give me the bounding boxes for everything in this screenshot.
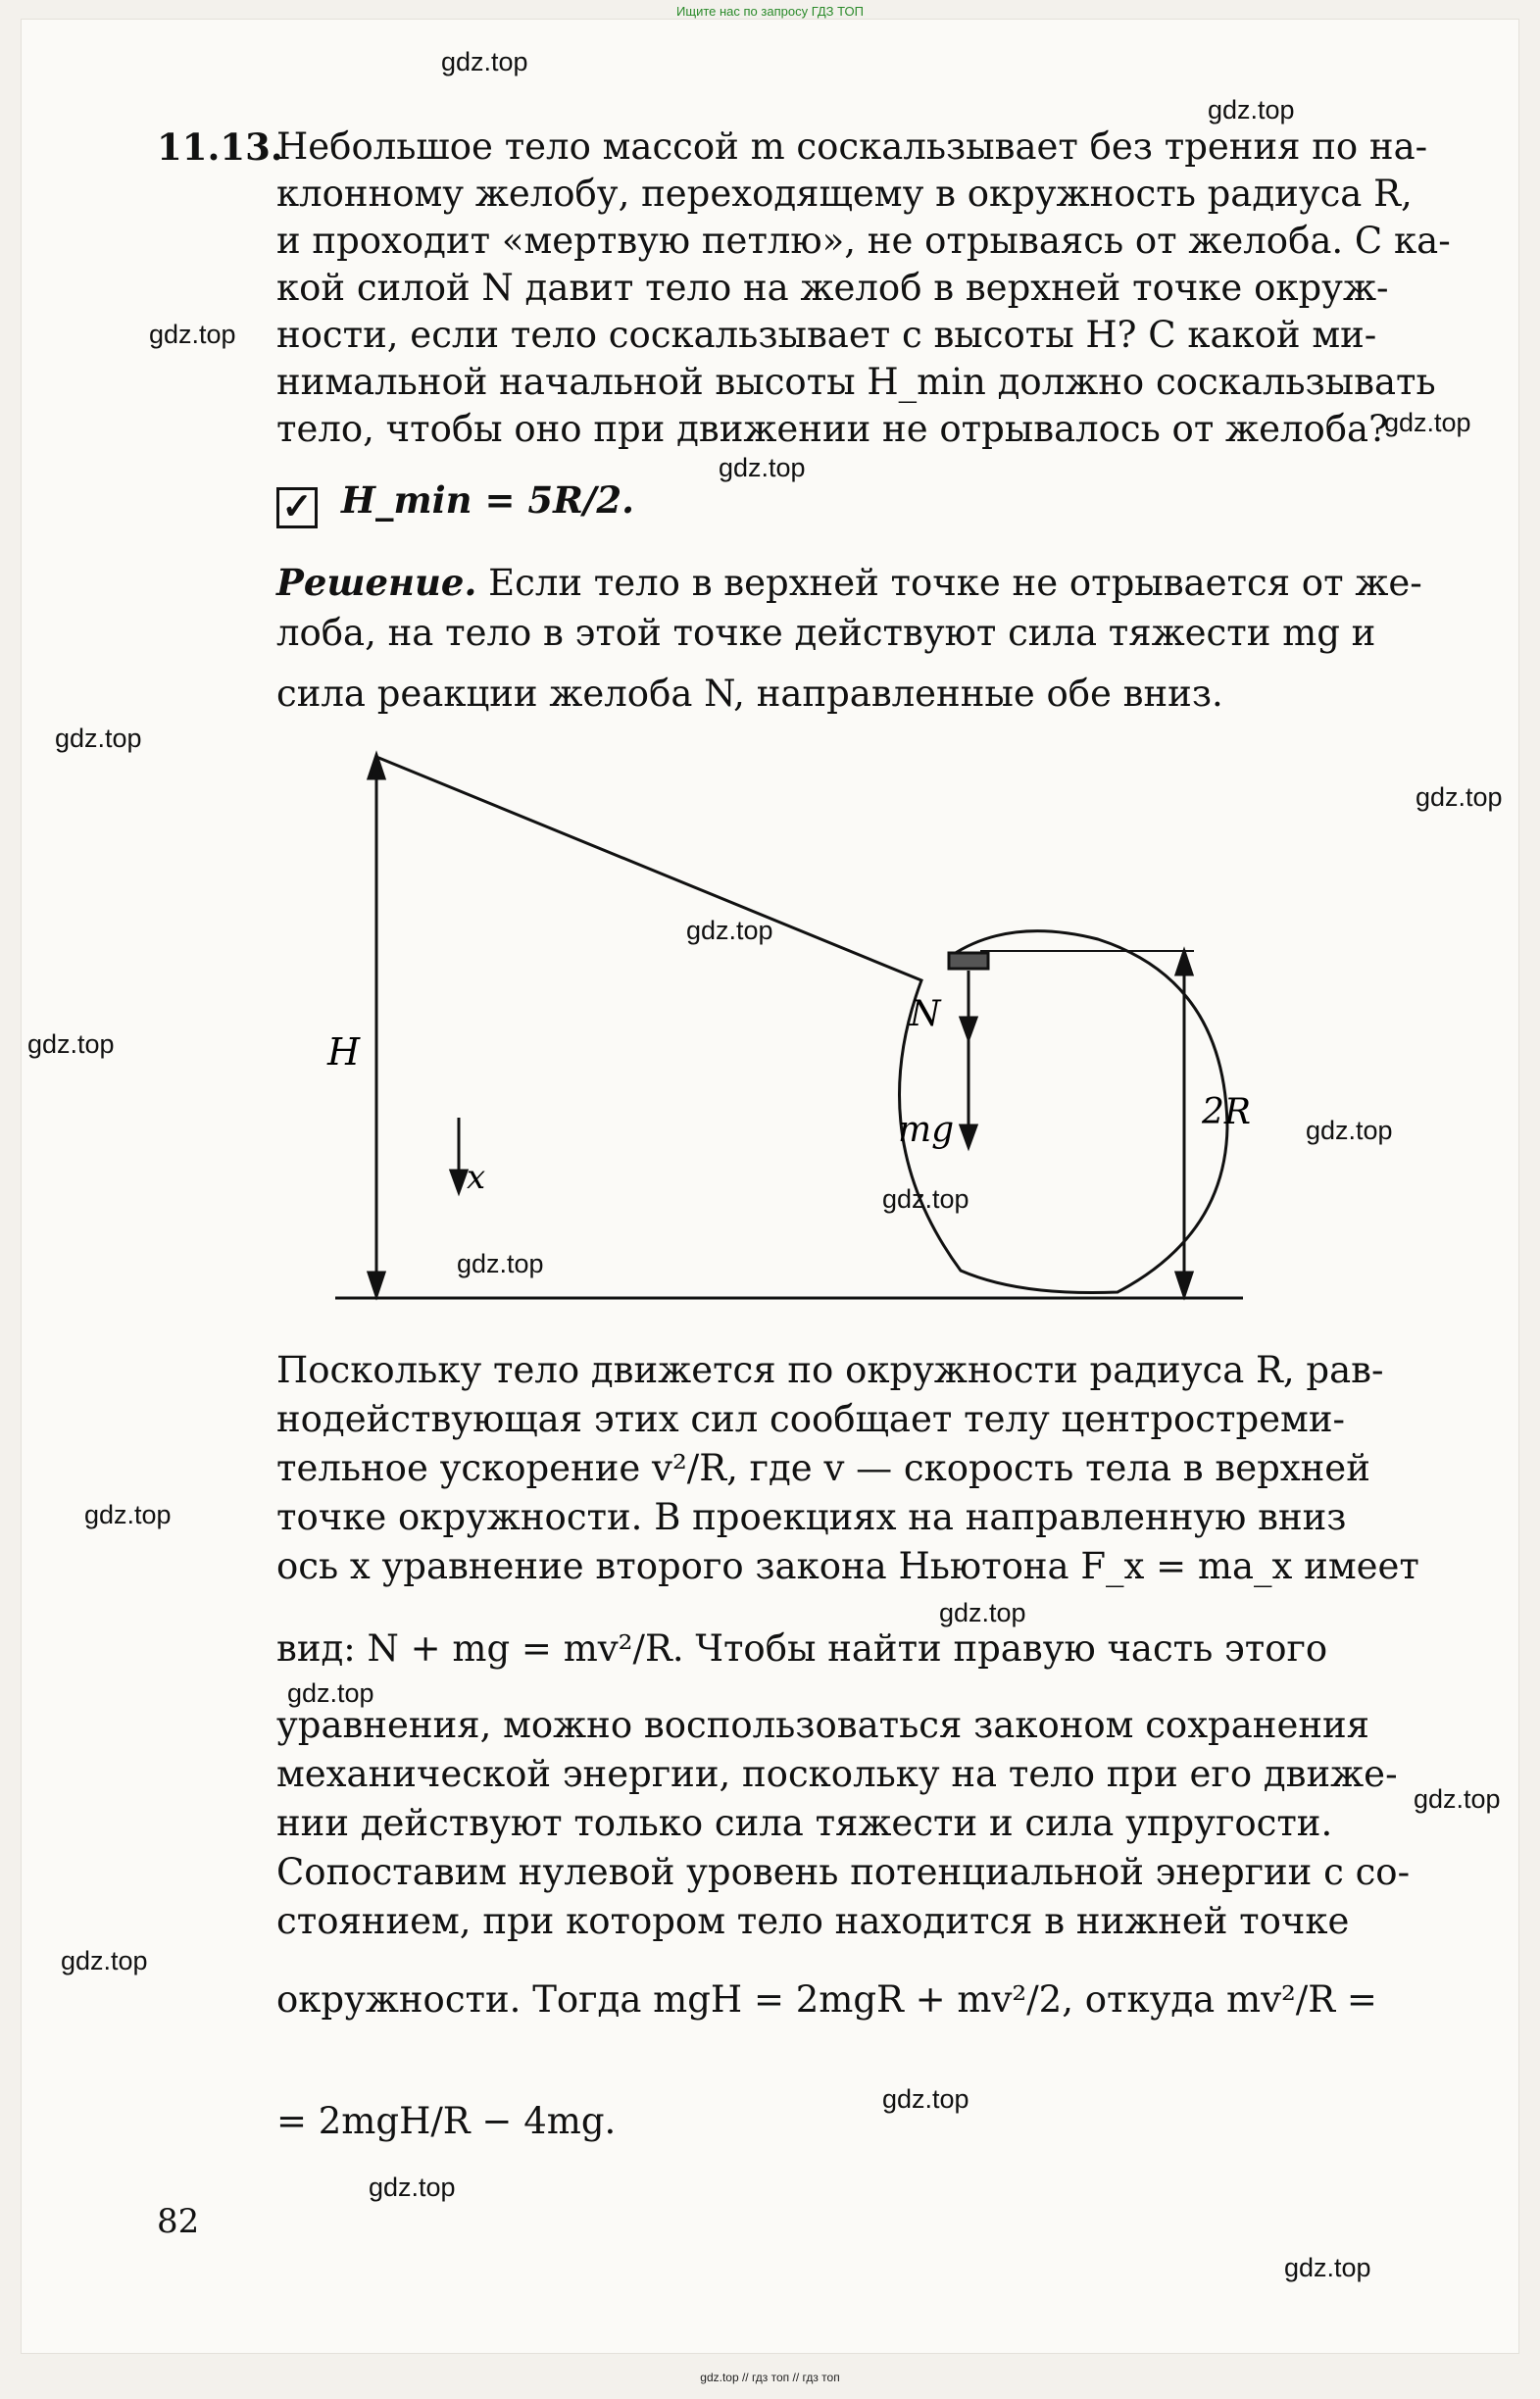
problem-line: клонному желобу, переходящему в окружность радиуса R, xyxy=(276,173,1413,215)
ramp-and-loop xyxy=(376,757,1227,1293)
arrow-down-icon xyxy=(369,1273,384,1296)
watermark: gdz.top xyxy=(882,1184,969,1214)
solution-line: нии действуют только сила тяжести и сила упругости. xyxy=(276,1802,1333,1844)
solution-line: ось x уравнение второго закона Ньютона F_x = ma_x имеет xyxy=(276,1545,1419,1587)
force-mg-arrowhead-icon xyxy=(961,1125,976,1147)
problem-line: ности, если тело соскальзывает с высоты H? С какой ми- xyxy=(276,314,1377,356)
label-2r: 2R xyxy=(1202,1092,1252,1132)
solution-line: механической энергии, поскольку на тело при его движе- xyxy=(276,1753,1398,1795)
watermark: gdz.top xyxy=(882,2084,969,2114)
problem-line: и проходит «мертвую петлю», не отрываясь от желоба. С ка- xyxy=(276,220,1451,262)
answer-check-icon: ✓ xyxy=(276,487,318,528)
watermark: gdz.top xyxy=(457,1249,544,1278)
watermark: gdz.top xyxy=(1284,2253,1371,2282)
solution-line: нодействующая этих сил сообщает телу центростреми- xyxy=(276,1398,1346,1440)
body-block xyxy=(949,953,988,969)
solution-line: сила реакции желоба N, направленные обе вниз. xyxy=(276,673,1223,715)
watermark: gdz.top xyxy=(84,1500,172,1529)
problem-line: Небольшое тело массой m соскальзывает без трения по на- xyxy=(276,125,1428,168)
label-x: x xyxy=(467,1158,486,1197)
watermark: gdz.top xyxy=(287,1678,374,1708)
problem-line: тело, чтобы оно при движении не отрывалось от желоба? xyxy=(276,408,1388,450)
label-mg: mg xyxy=(898,1110,955,1150)
solution-line: Поскольку тело движется по окружности радиуса R, рав- xyxy=(276,1349,1384,1391)
solution-line: тельное ускорение v²/R, где v — скорость тела в верхней xyxy=(276,1447,1370,1489)
watermark: gdz.top xyxy=(369,2173,456,2202)
solution-line: Сопоставим нулевой уровень потенциальной энергии с со- xyxy=(276,1851,1411,1893)
watermark: gdz.top xyxy=(1414,1784,1501,1814)
watermark: gdz.top xyxy=(1306,1116,1393,1145)
answer-value: H_min = 5R/2. xyxy=(341,478,634,522)
watermark: gdz.top xyxy=(55,724,142,753)
bottom-banner: gdz.top // гдз топ // гдз топ xyxy=(700,2371,840,2384)
watermark: gdz.top xyxy=(686,916,773,945)
solution-line: лоба, на тело в этой точке действуют сила тяжести mg и xyxy=(276,612,1376,654)
watermark: gdz.top xyxy=(149,320,236,349)
watermark: gdz.top xyxy=(441,47,528,76)
problem-number: 11.13. xyxy=(157,125,283,169)
solution-line: точке окружности. В проекциях на направленную вниз xyxy=(276,1496,1347,1538)
solution-line: стоянием, при котором тело находится в нижней точке xyxy=(276,1900,1350,1942)
watermark: gdz.top xyxy=(61,1946,148,1975)
solution-line: = 2mgH/R − 4mg. xyxy=(276,2100,617,2142)
watermark: gdz.top xyxy=(27,1029,115,1059)
watermark: gdz.top xyxy=(939,1598,1026,1627)
watermark: gdz.top xyxy=(1416,782,1503,812)
solution-line: вид: N + mg = mv²/R. Чтобы найти правую часть этого xyxy=(276,1627,1328,1670)
watermark: gdz.top xyxy=(719,453,806,482)
solution-line: окружности. Тогда mgH = 2mgR + mv²/2, откуда mv²/R = xyxy=(276,1978,1377,2021)
arrow-up-icon xyxy=(1176,951,1192,975)
label-n: N xyxy=(910,994,941,1034)
top-banner: Ищите нас по запросу ГДЗ ТОП xyxy=(676,4,864,19)
solution-label: Решение. xyxy=(276,561,477,604)
problem-line: кой силой N давит тело на желоб в верхней точке окруж- xyxy=(276,267,1389,309)
x-axis-arrow-icon xyxy=(451,1171,467,1192)
page-number: 82 xyxy=(157,2202,200,2241)
watermark: gdz.top xyxy=(1384,408,1471,437)
problem-line: нимальной начальной высоты H_min должно соскальзывать xyxy=(276,361,1436,403)
solution-line: уравнения, можно воспользоваться законом сохранения xyxy=(276,1704,1370,1746)
label-h: H xyxy=(327,1030,361,1074)
arrow-down-icon xyxy=(1176,1273,1192,1296)
force-n-arrowhead-icon xyxy=(961,1018,976,1039)
watermark: gdz.top xyxy=(1208,95,1295,125)
solution-text: Если тело в верхней точке не отрывается от же- xyxy=(488,562,1422,604)
